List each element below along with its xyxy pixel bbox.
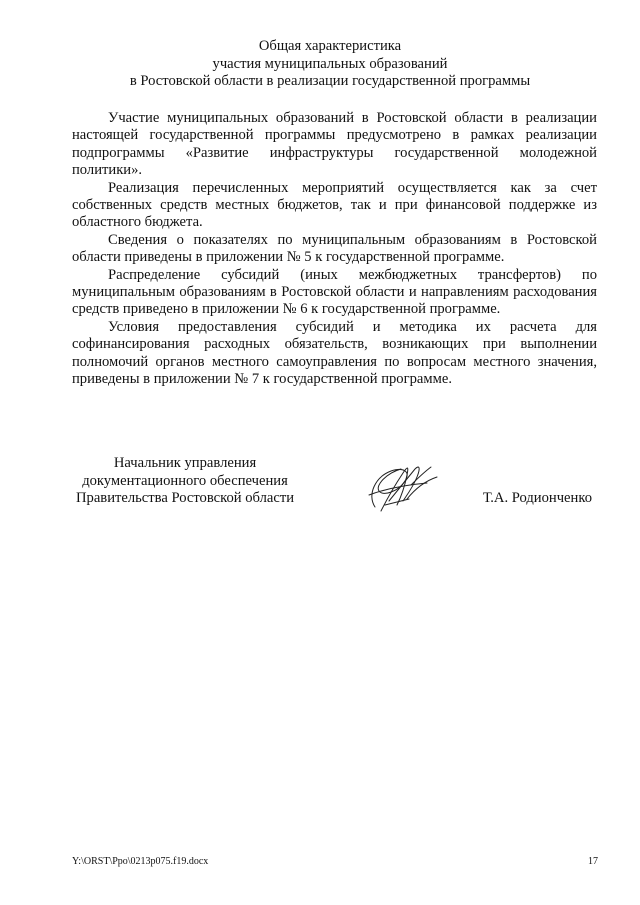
document-title [60,38,600,91]
position-line-1: Начальник управления [113,455,257,471]
page-number: 17 [588,856,598,867]
title-line-1: Общая характеристика [258,38,402,54]
handwritten-signature [345,455,455,517]
signatory-name: Т.А. Родионченко [482,490,592,506]
document-body [72,110,597,389]
paragraph-conditions: Условия предоставления субсидий и методика их расчета для софинансирования расходных обязательств, возникающих при выполнении полномочий органов местного самоуправления по вопросам местного значения, приведены в приложении № 7 к государственной программе. [72,318,597,388]
signature-block [60,455,600,515]
position-line-3: Правительства Ростовской области [75,490,295,506]
paragraph-funding: Реализация перечисленных мероприятий осуществляется как за счет собственных средств местных бюджетов, так и при финансовой поддержке из областного бюджета. [72,179,597,231]
paragraph-indicators: Сведения о показателях по муниципальным образованиям в Ростовской области приведены в приложении № 5 к государственной программе. [72,231,597,266]
signatory-position [70,455,300,508]
file-path: Y:\ORST\Ppo\0213p075.f19.docx [72,856,209,867]
position-line-2: документационного обеспечения [82,472,288,489]
title-line-2: участия муниципальных образований [212,55,448,72]
paragraph-participation: Участие муниципальных образований в Ростовской области в реализации настоящей государственной программы предусмотрено в рамках реализации подпрограммы «Развитие инфраструктуры государственной молодежной политики». [72,110,597,179]
title-line-3: в Ростовской области в реализации государственной программы [129,73,531,89]
paragraph-distribution: Распределение субсидий (иных межбюджетных трансфертов) по муниципальным образованиям в Ростовской области и направлениям расходования средств приведено в приложении № 6 к государственной программе. [72,266,597,318]
